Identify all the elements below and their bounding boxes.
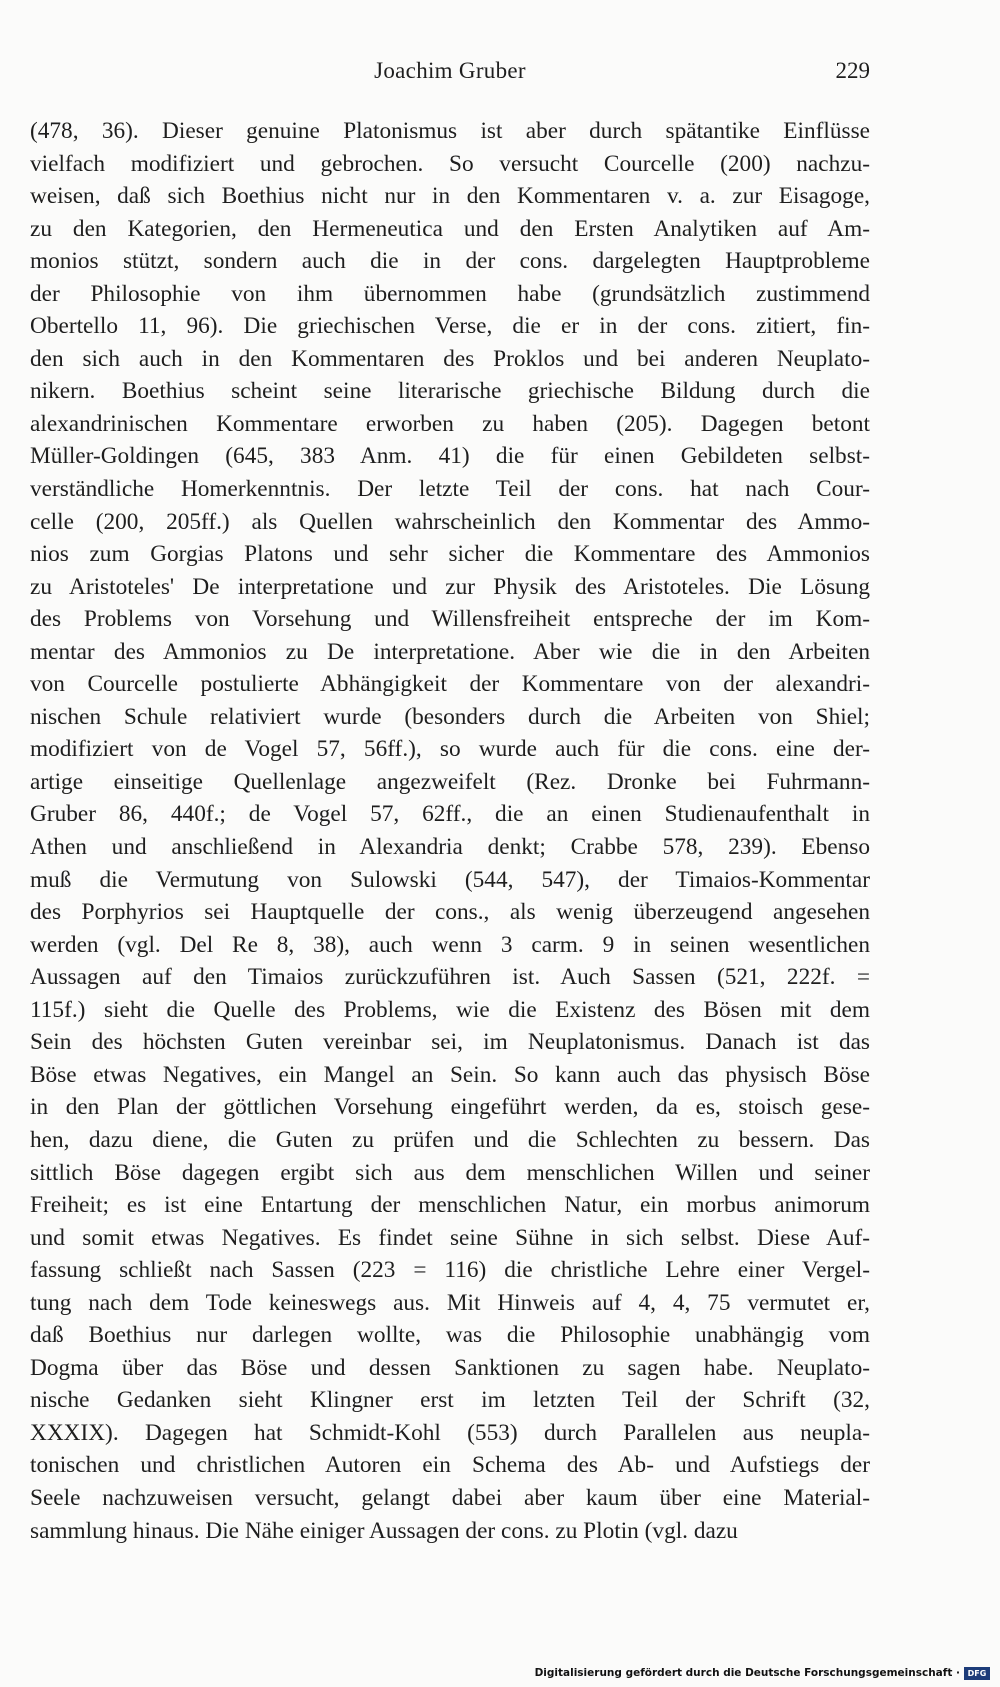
- text-line: und somit etwas Negatives. Es findet seine Sühne in sich selbst. Diese Auf-: [30, 1224, 870, 1251]
- text-line: Seele nachzuweisen versucht, gelangt dabei aber kaum über eine Material-: [30, 1484, 870, 1511]
- page-number: 229: [835, 58, 870, 83]
- text-line: Aussagen auf den Timaios zurückzuführen ist. Auch Sassen (521, 222f. =: [30, 964, 870, 991]
- text-line: sittlich Böse dagegen ergibt sich aus dem menschlichen Willen und seiner: [30, 1159, 870, 1186]
- text-line: mentar des Ammonios zu De interpretatione. Aber wie die in den Arbeiten: [30, 638, 870, 665]
- text-line: den sich auch in den Kommentaren des Proklos und bei anderen Neuplato-: [30, 345, 870, 372]
- digitization-credit: [535, 1665, 990, 1681]
- text-line: hen, dazu diene, die Guten zu prüfen und die Schlechten zu bessern. Das: [30, 1126, 870, 1153]
- text-line: Dogma über das Böse und dessen Sanktionen zu sagen habe. Neuplato-: [30, 1354, 870, 1381]
- text-line: modifiziert von de Vogel 57, 56ff.), so wurde auch für die cons. eine der-: [30, 736, 870, 763]
- text-line: XXXIX). Dagegen hat Schmidt-Kohl (553) durch Parallelen aus neupla-: [30, 1419, 870, 1446]
- running-head: [30, 54, 870, 90]
- text-line: artige einseitige Quellenlage angezweifelt (Rez. Dronke bei Fuhrmann-: [30, 768, 870, 795]
- text-line: verständliche Homerkenntnis. Der letzte Teil der cons. hat nach Cour-: [30, 476, 870, 503]
- dfg-logo-icon: DFG: [964, 1667, 990, 1680]
- text-line: von Courcelle postulierte Abhängigkeit der Kommentare von der alexandri-: [30, 671, 870, 698]
- text-line: 115f.) sieht die Quelle des Problems, wie die Existenz des Bösen mit dem: [30, 996, 870, 1023]
- text-line: der Philosophie von ihm übernommen habe (grundsätzlich zustimmend: [30, 280, 870, 307]
- text-line: Sein des höchsten Guten vereinbar sei, im Neuplatonismus. Danach ist das: [30, 1029, 870, 1056]
- body-text: [30, 115, 870, 1547]
- text-line: Müller-Goldingen (645, 383 Anm. 41) die für einen Gebildeten selbst-: [30, 443, 870, 470]
- text-line: weisen, daß sich Boethius nicht nur in den Kommentaren v. a. zur Eisagoge,: [30, 183, 870, 210]
- text-line: nios zum Gorgias Platons und sehr sicher die Kommentare des Ammonios: [30, 541, 870, 568]
- text-line: daß Boethius nur darlegen wollte, was die Philosophie unabhängig vom: [30, 1322, 870, 1349]
- text-line: tonischen und christlichen Autoren ein Schema des Ab- und Aufstiegs der: [30, 1452, 870, 1479]
- text-line: vielfach modifiziert und gebrochen. So versucht Courcelle (200) nachzu-: [30, 150, 870, 177]
- text-line: zu den Kategorien, den Hermeneutica und den Ersten Analytiken auf Am-: [30, 215, 870, 242]
- text-line: nikern. Boethius scheint seine literarische griechische Bildung durch die: [30, 378, 870, 405]
- text-line: des Problems von Vorsehung und Willensfreiheit entspreche der im Kom-: [30, 606, 870, 633]
- text-line: (478, 36). Dieser genuine Platonismus ist aber durch spätantike Einflüsse: [30, 118, 870, 144]
- text-line: Böse etwas Negatives, ein Mangel an Sein. So kann auch das physisch Böse: [30, 1061, 870, 1088]
- text-line: Obertello 11, 96). Die griechischen Verse, die er in der cons. zitiert, fin-: [30, 313, 870, 340]
- credit-text: Digitalisierung gefördert durch die Deutsche Forschungsgemeinschaft ·: [534, 1667, 960, 1679]
- text-line: des Porphyrios sei Hauptquelle der cons., als wenig überzeugend angesehen: [30, 899, 870, 926]
- text-line: Gruber 86, 440f.; de Vogel 57, 62ff., die an einen Studienaufenthalt in: [30, 801, 870, 828]
- text-line: fassung schließt nach Sassen (223 = 116) die christliche Lehre einer Vergel-: [30, 1257, 870, 1284]
- text-line: nische Gedanken sieht Klingner erst im letzten Teil der Schrift (32,: [30, 1387, 870, 1414]
- text-line: sammlung hinaus. Die Nähe einiger Aussagen der cons. zu Plotin (vgl. dazu: [30, 1517, 738, 1544]
- text-line: nischen Schule relativiert wurde (besonders durch die Arbeiten von Shiel;: [30, 703, 870, 730]
- text-line: Athen und anschließend in Alexandria denkt; Crabbe 578, 239). Ebenso: [30, 834, 870, 861]
- text-line: monios stützt, sondern auch die in der cons. dargelegten Hauptprobleme: [30, 248, 870, 275]
- text-line: muß die Vermutung von Sulowski (544, 547), der Timaios-Kommentar: [30, 866, 870, 893]
- text-line: alexandrinischen Kommentare erworben zu haben (205). Dagegen betont: [30, 410, 870, 437]
- text-line: werden (vgl. Del Re 8, 38), auch wenn 3 carm. 9 in seinen wesentlichen: [30, 931, 870, 958]
- text-line: Freiheit; es ist eine Entartung der menschlichen Natur, ein morbus animorum: [30, 1192, 870, 1219]
- text-line: zu Aristoteles' De interpretatione und zur Physik des Aristoteles. Die Lösung: [30, 573, 870, 600]
- text-line: in den Plan der göttlichen Vorsehung eingeführt werden, da es, stoisch gese-: [30, 1094, 870, 1121]
- running-head-author: Joachim Gruber: [374, 58, 526, 83]
- text-line: celle (200, 205ff.) als Quellen wahrscheinlich den Kommentar des Ammo-: [30, 508, 870, 535]
- text-line: tung nach dem Tode keineswegs aus. Mit Hinweis auf 4, 4, 75 vermutet er,: [30, 1289, 870, 1316]
